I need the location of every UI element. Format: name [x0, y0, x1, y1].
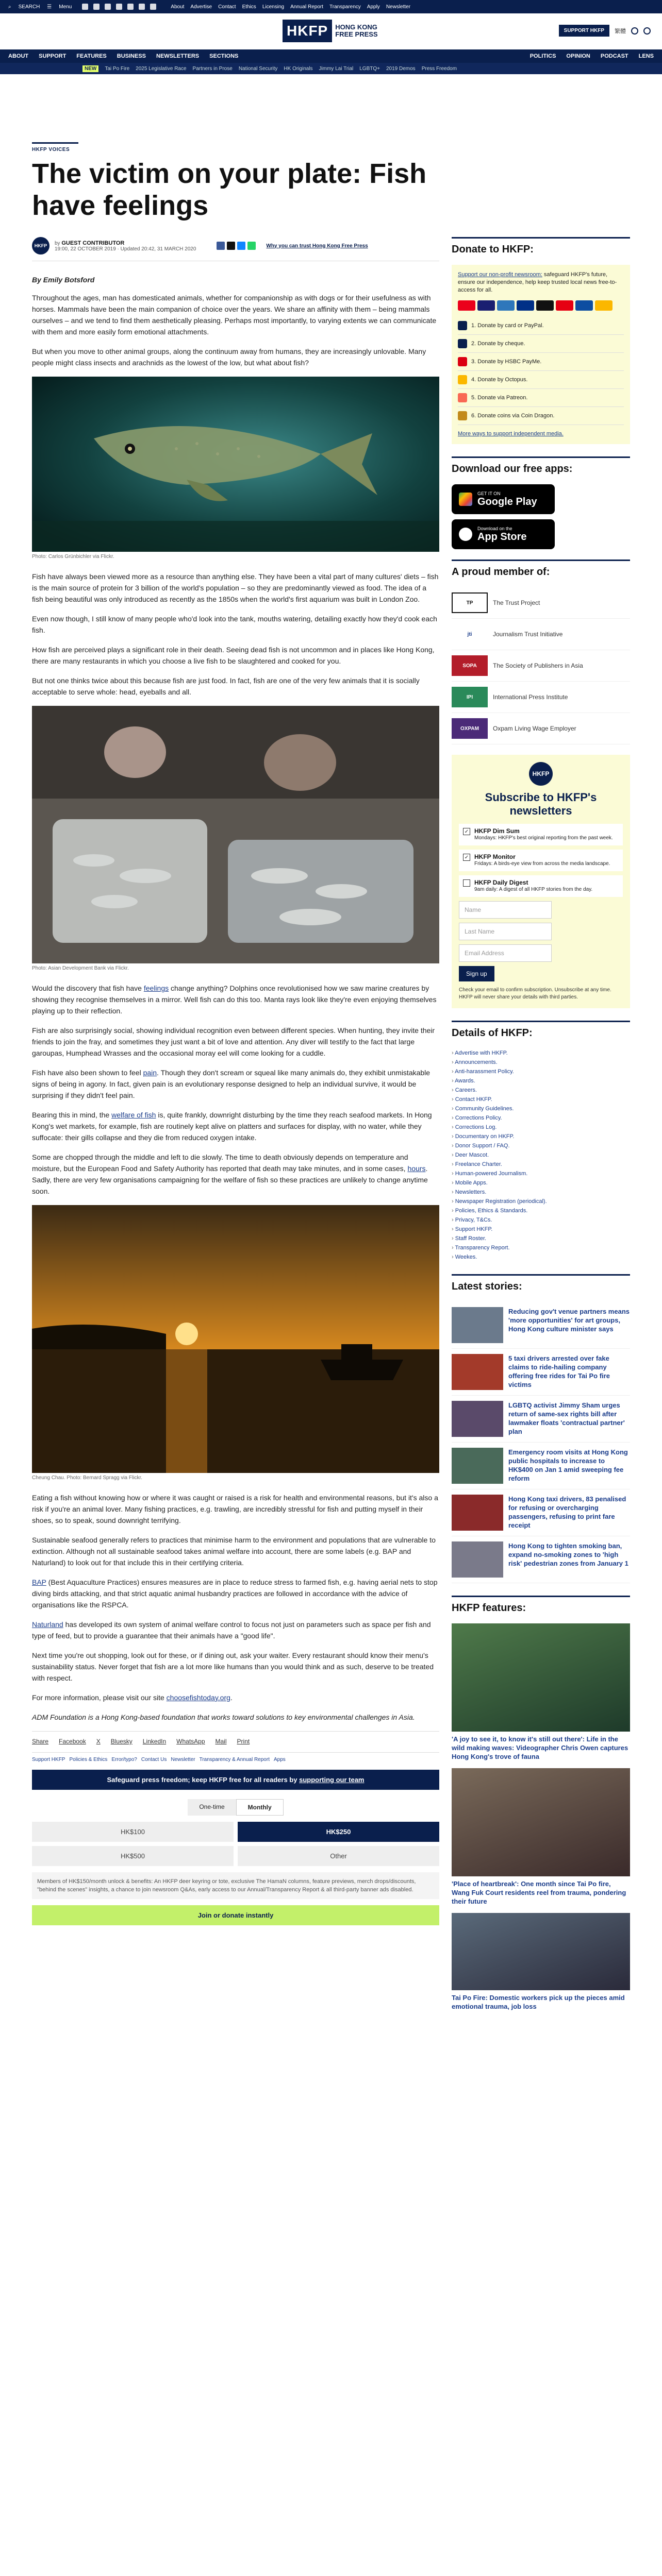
newsletter-desc: Mondays: HKFP's best original reporting from the past week. — [474, 835, 613, 841]
google-play-icon — [459, 493, 472, 506]
facebook-icon[interactable] — [217, 242, 225, 250]
story-headline[interactable]: LGBTQ activist Jimmy Sham urges return of same-sex rights bill after lawmaker floats 'contractual partner' plan — [508, 1401, 625, 1435]
feelings-link[interactable]: feelings — [143, 984, 169, 992]
paragraph: Eating a fish without knowing how or where it was caught or raised is a risk for health and environmental reasons, but it's also a risk if you're an animal lover. Many fishing practices, e.g. trawling, are incredibly stressful for fish and putting myself in their shoes, so to speak, sound downright terrifying. — [32, 1494, 438, 1524]
bap-link[interactable]: BAP — [32, 1578, 46, 1586]
menu-label[interactable]: Menu — [59, 4, 72, 10]
utility-links — [171, 4, 410, 10]
apple-small: Download on the — [477, 526, 512, 531]
amex-icon — [497, 300, 515, 311]
choosefish-link[interactable]: choosefishtoday.org — [166, 1693, 230, 1702]
patreon-icon — [458, 393, 467, 402]
about-link[interactable]: › Policies, Ethics & Standards. — [452, 1206, 630, 1215]
more-ways-link[interactable]: More ways to support independent media. — [458, 431, 564, 437]
trending-item[interactable]: 2019 Demos — [386, 65, 416, 72]
member-name: International Press Institute — [493, 693, 568, 701]
trending-item[interactable]: Partners in Prose — [192, 65, 233, 72]
feature-image — [452, 1623, 630, 1732]
donate-heading: Donate to HKFP: — [452, 237, 630, 261]
pay-option[interactable] — [458, 353, 624, 371]
brand-bar — [0, 13, 662, 49]
byline-by: by — [55, 240, 60, 246]
text: has developed its own system of animal welfare control to focus not just on parameters such as space per fish and type of feed, but to provide a guarantee that their animals have a "good life". — [32, 1620, 431, 1640]
nav-item[interactable]: ABOUT — [8, 53, 29, 59]
about-link[interactable]: › Mobile Apps. — [452, 1178, 630, 1188]
foot-link[interactable]: Transparency & Annual Report — [199, 1757, 270, 1762]
foot-link[interactable]: Newsletter — [171, 1757, 195, 1762]
search-label[interactable]: SEARCH — [18, 4, 40, 10]
trending-item[interactable]: National Security — [238, 65, 278, 72]
bluesky-icon[interactable] — [237, 242, 245, 250]
utility-link[interactable]: Apply — [367, 4, 380, 10]
paragraph: But when you move to other animal groups, along the continuum away from humans, they are increasingly unlovable. Many people might class insects and arachnids as the lowest of the low, but what about fish? — [32, 347, 426, 367]
market-image — [32, 706, 439, 963]
paragraph: Next time you're out shopping, look out for these, or if dining out, ask your waiter. Every restaurant should know their menu's sustainability status. Never forget that fish are a lot more like humans than you would think and as such, deserve to be treated with respect. — [32, 1651, 434, 1682]
story-thumbnail — [452, 1307, 503, 1343]
pay-option[interactable] — [458, 389, 624, 407]
member-name: Journalism Trust Initiative — [493, 631, 563, 638]
utility-link[interactable]: About — [171, 4, 185, 10]
latest-story[interactable] — [452, 1396, 630, 1443]
about-link[interactable]: › Advertise with HKFP. — [452, 1048, 630, 1058]
member-name: The Trust Project — [493, 599, 540, 606]
story-headline[interactable]: Hong Kong to tighten smoking ban, expand no-smoking zones to 'high risk' pedestrian zones from January 1 — [508, 1542, 628, 1567]
applepay-icon — [536, 300, 554, 311]
member-org[interactable] — [452, 682, 630, 713]
moon-icon[interactable] — [643, 27, 651, 35]
paragraph: Fish are also surprisingly social, showing individual recognition even between different species. When hunting, they invite their friends to join the fray, and sometimes they just want a bit of love and attention. Any diver will testify to the fact that large garoupas, Humphead Wrasses and the occasional moray eel will come looking for a cuddle. — [32, 1026, 435, 1057]
about-link[interactable]: › Awards. — [452, 1076, 630, 1086]
donation-amounts — [32, 1822, 439, 1866]
text: (Best Aquaculture Practices) ensures measures are in place to reduce stress to farmed fish, e.g. having aerial nets to stop diving birds attacking, and that strict aquatic animal husbandry practices are followed in accordance with the advice of organisations like the RSPCA. — [32, 1578, 438, 1609]
trust-project-logo: TP — [452, 592, 488, 613]
trending-nav — [0, 63, 662, 74]
google-play-button[interactable] — [452, 484, 555, 514]
logo-line2: FREE PRESS — [335, 30, 378, 38]
donate-box — [452, 265, 630, 444]
paragraph: Throughout the ages, man has domesticated animals, whether for companionship as with dogs or for their usefulness as with horses. Mammals have been the main companion of choice over the years. We share an affinity with them – being mammals ourselves – and we tend to find them aesthetically pleasing. Perhaps most importantly, to varying extents we can communicate with them and more easily form emotional attachments. — [32, 294, 437, 336]
amount-option[interactable]: HK$100 — [32, 1822, 234, 1842]
youtube-icon[interactable] — [116, 4, 122, 10]
share-row — [32, 1731, 439, 1745]
latest-story[interactable] — [452, 1536, 630, 1583]
share-print[interactable]: Print — [237, 1738, 250, 1745]
instagram-icon[interactable] — [105, 4, 111, 10]
about-link[interactable]: › Deer Mascot. — [452, 1150, 630, 1160]
trending-item[interactable]: HK Originals — [284, 65, 313, 72]
byline — [32, 237, 439, 261]
feature-story[interactable] — [452, 1768, 630, 1906]
feature-image — [452, 1768, 630, 1876]
about-link[interactable]: › Weekes. — [452, 1252, 630, 1262]
logo-line1: HONG KONG — [335, 23, 377, 31]
about-link[interactable]: › Careers. — [452, 1086, 630, 1095]
byline-author[interactable]: GUEST CONTRIBUTOR — [61, 240, 125, 246]
octopus-icon — [458, 375, 467, 384]
sopa-logo: SOPA — [452, 655, 488, 676]
about-link[interactable]: › Freelance Charter. — [452, 1160, 630, 1169]
fish-image — [32, 377, 439, 552]
text: change anything? Dolphins once revolutionised how we saw marine creatures by showing they recognise themselves in a mirror. Well fish can do this too. Manta rays look like they're even enjoying themselves playing up to their reflection. — [32, 984, 437, 1015]
story-thumbnail — [452, 1354, 503, 1390]
about-list — [452, 1048, 630, 1262]
pay-option[interactable] — [458, 335, 624, 353]
photo-caption: Photo: Asian Development Bank via Flickr. — [32, 965, 129, 971]
trending-item[interactable]: LGBTQ+ — [359, 65, 380, 72]
article-author: By Emily Botsford — [32, 276, 95, 284]
nav-item[interactable]: POLITICS — [529, 53, 556, 59]
name-input[interactable]: Name — [459, 901, 552, 919]
member-org[interactable] — [452, 619, 630, 650]
main-nav — [0, 49, 662, 63]
hours-link[interactable]: hours — [407, 1164, 426, 1173]
paragraph — [32, 1577, 439, 1611]
photo-caption: Photo: Carlos Grünbichler via Flickr. — [32, 554, 114, 560]
member-name: The Society of Publishers in Asia — [493, 662, 583, 669]
foot-link[interactable]: Error/typo? — [111, 1757, 137, 1762]
donate-banner-text: Safeguard press freedom; keep HKFP free for all readers by — [107, 1776, 300, 1784]
donate-link[interactable]: Support our non-profit newsroom: — [458, 272, 542, 278]
logo-mark: HKFP — [283, 20, 332, 42]
threads-icon[interactable] — [127, 4, 134, 10]
nav-item[interactable]: LENS — [638, 53, 654, 59]
members-benefits-note: Members of HK$150/month unlock & benefits: An HKFP deer keyring or tote, exclusive The HamaN columns, feature previews, merch drops/discounts, "behind the scenes" insights, a chance to join newsroom Q&As, early access to our Annual/Transparency Report & all third-party banner ads disabled. — [32, 1872, 439, 1899]
sunset-image — [32, 1205, 439, 1473]
share-whatsapp[interactable]: WhatsApp — [176, 1738, 205, 1745]
avatar: HKFP — [32, 237, 49, 255]
logo-text — [335, 24, 377, 38]
newsletter-option[interactable] — [459, 850, 623, 871]
paragraph — [32, 1692, 439, 1703]
top-utility-bar — [0, 0, 662, 13]
share-mail[interactable]: Mail — [215, 1738, 227, 1745]
pay-label: 6. Donate coins via Coin Dragon. — [471, 412, 555, 419]
naturland-link[interactable]: Naturland — [32, 1620, 63, 1629]
latest-heading: Latest stories: — [452, 1274, 630, 1298]
story-thumbnail — [452, 1495, 503, 1531]
donate-banner — [32, 1770, 439, 1790]
story-thumbnail — [452, 1448, 503, 1484]
brand-actions — [559, 25, 651, 37]
text: . Sadly, there are very few organisations campaigning for the welfare of fish so these practices are unlikely to change anytime soon. — [32, 1164, 428, 1195]
linkedin-icon[interactable] — [150, 4, 156, 10]
latest-story[interactable] — [452, 1302, 630, 1349]
fish-photo — [32, 377, 439, 552]
pay-label: 1. Donate by card or PayPal. — [471, 322, 544, 329]
about-heading: Details of HKFP: — [452, 1021, 630, 1044]
about-link[interactable]: › Donor Support / FAQ. — [452, 1141, 630, 1150]
paragraph — [32, 1151, 439, 1197]
nav-item[interactable]: SUPPORT — [39, 53, 67, 59]
member-org[interactable] — [452, 587, 630, 619]
newsletter-option[interactable] — [459, 824, 623, 845]
donate-text: safeguard HKFP's future, ensure our independence, help keep trusted local news free-to-access for all. — [458, 272, 617, 293]
support-hkfp-button[interactable]: SUPPORT HKFP — [559, 25, 609, 37]
newsletter-name: HKFP Monitor — [474, 853, 516, 860]
newsletter-checkbox[interactable]: ✓ — [463, 854, 470, 861]
trending-item[interactable]: Press Freedom — [421, 65, 457, 72]
frequency-monthly[interactable]: Monthly — [236, 1799, 284, 1816]
about-link[interactable]: › Newspaper Registration (periodical). — [452, 1197, 630, 1206]
utility-link[interactable]: Newsletter — [386, 4, 411, 10]
feature-headline[interactable]: 'Place of heartbreak': One month since Tai Po fire, Wang Fuk Court residents reel from trauma, pondering their future — [452, 1880, 626, 1905]
newsletter-desc: Fridays: A birds-eye view from across the media landscape. — [474, 861, 610, 867]
utility-link[interactable]: Ethics — [242, 4, 256, 10]
about-link[interactable]: › Community Guidelines. — [452, 1104, 630, 1113]
foot-link[interactable]: Policies & Ethics — [69, 1757, 108, 1762]
oxpam-logo: OXPAM — [452, 718, 488, 739]
nav-item[interactable]: SECTIONS — [209, 53, 239, 59]
join-donate-button[interactable]: Join or donate instantly — [32, 1905, 439, 1925]
ipi-logo: IPI — [452, 687, 488, 707]
amount-option[interactable]: HK$500 — [32, 1846, 234, 1866]
text: Fish have also been shown to feel — [32, 1069, 143, 1077]
about-link[interactable]: › Support HKFP. — [452, 1225, 630, 1234]
newsletter-signup — [452, 755, 630, 1008]
text: Would the discovery that fish have — [32, 984, 144, 992]
features-heading: HKFP features: — [452, 1596, 630, 1619]
mastercard-icon — [458, 300, 475, 311]
member-name: Oxpam Living Wage Employer — [493, 725, 576, 732]
apple-big: App Store — [477, 531, 527, 543]
text: Some are chopped through the middle and left to die slowly. The time to death obviously depends on temperature and moisture, but the European Food and Safety Authority has reported that death may take minutes, and in some cases, — [32, 1153, 408, 1173]
nav-item[interactable]: PODCAST — [600, 53, 628, 59]
trending-item[interactable]: 2025 Legislative Race — [136, 65, 187, 72]
social-icons — [82, 4, 156, 10]
paragraph: ADM Foundation is a Hong Kong-based foundation that works toward solutions to key environmental challenges in Asia. — [32, 1713, 415, 1721]
signup-note: Check your email to confirm subscription. Unsubscribe at any time. HKFP will never share your details with third parties. — [459, 987, 611, 1000]
hsbc-icon — [458, 357, 467, 366]
paragraph: But not one thinks twice about this because fish are just food. In fact, fish are one of the very few animals that it is socially acceptable to serve whole: head, eyeballs and all. — [32, 676, 420, 696]
sidebar — [452, 237, 630, 2018]
market-photo — [32, 706, 439, 963]
frequency-one-time[interactable]: One-time — [188, 1799, 236, 1816]
article-title: The victim on your plate: Fish have feelings — [32, 158, 427, 221]
nav-item[interactable]: BUSINESS — [117, 53, 146, 59]
feature-headline[interactable]: Tai Po Fire: Domestic workers pick up the pieces amid emotional trauma, job loss — [452, 1994, 625, 2010]
newsletter-checkbox[interactable]: ✓ — [463, 828, 470, 835]
new-badge: NEW — [82, 65, 98, 72]
search-icon[interactable]: ⌕ — [8, 4, 11, 10]
member-heading: A proud member of: — [452, 560, 630, 583]
share-linkedin[interactable]: LinkedIn — [142, 1738, 167, 1745]
latest-story[interactable] — [452, 1349, 630, 1396]
sunset-photo — [32, 1205, 439, 1473]
article-footer — [32, 1731, 439, 1925]
story-headline[interactable]: 5 taxi drivers arrested over fake claims to ride-hailing company offering free rides for Tai Po fire victims — [508, 1354, 610, 1388]
nav-item[interactable]: NEWSLETTERS — [156, 53, 200, 59]
paragraph — [32, 1067, 439, 1101]
text: is, quite frankly, downright disturbing by the time they reach seafood markets. In Hong Kong's wet markets, for example, fish are routinely kept alive on platters and surfaces for display, with no water, while they suffocate: their gills collapse and they die from reduced oxygen intake. — [32, 1111, 432, 1142]
nav-item[interactable]: FEATURES — [76, 53, 107, 59]
jcb-icon — [575, 300, 593, 311]
email-input[interactable]: Email Address — [459, 944, 552, 962]
about-link[interactable]: › Announcements. — [452, 1058, 630, 1067]
paragraph — [32, 982, 439, 1016]
visa-icon — [477, 300, 495, 311]
text: Bearing this in mind, the — [32, 1111, 112, 1119]
user-icon[interactable] — [631, 27, 638, 35]
card-icon — [458, 321, 467, 330]
cheque-icon — [458, 339, 467, 348]
article-foot-links — [32, 1752, 439, 1762]
story-thumbnail — [452, 1541, 503, 1578]
paragraph: How fish are perceived plays a significant role in their death. Seeing dead fish is not uncommon and in places like Hong Kong, there are many restaurants in which you choose a live fish to be slaughtered and cooked for you. — [32, 646, 435, 665]
amount-option-selected[interactable]: HK$250 — [238, 1822, 439, 1842]
trust-link[interactable]: Why you can trust Hong Kong Free Press — [266, 243, 368, 249]
feature-image — [452, 1913, 630, 1990]
about-link[interactable]: › Privacy, T&Cs. — [452, 1215, 630, 1225]
latest-story[interactable] — [452, 1443, 630, 1489]
about-link[interactable]: › Corrections Policy. — [452, 1113, 630, 1123]
newsletter-logo: HKFP — [529, 762, 553, 786]
utility-link[interactable]: Transparency — [329, 4, 361, 10]
pay-option[interactable] — [458, 407, 624, 425]
byline-share-icons — [217, 242, 256, 250]
text: . Though they don't scream or squeal like many animals do, they exhibit unmistakable signs of being in agony. In fact, given pain is an evolutionary response designed to help an individual survive, it would be surprising if they didn't feel pain. — [32, 1069, 431, 1099]
utility-link[interactable]: Advertise — [190, 4, 212, 10]
share-x[interactable]: X — [96, 1738, 101, 1745]
story-headline[interactable]: Emergency room visits at Hong Kong public hospitals to increase to HK$400 on Jan 1 amid sweeping fee reform — [508, 1448, 628, 1482]
google-small: GET IT ON — [477, 490, 501, 496]
whatsapp-icon[interactable] — [247, 242, 256, 250]
foot-link[interactable]: Apps — [273, 1757, 286, 1762]
newsletter-option[interactable] — [459, 875, 623, 897]
utility-link[interactable]: Contact — [218, 4, 236, 10]
apple-icon — [459, 528, 472, 541]
menu-icon[interactable]: ☰ — [47, 4, 52, 10]
newsletter-name: HKFP Daily Digest — [474, 879, 528, 886]
utility-link[interactable]: Annual Report — [290, 4, 324, 10]
apps-heading: Download our free apps: — [452, 456, 630, 480]
feature-story[interactable] — [452, 1623, 630, 1761]
text: . — [230, 1693, 233, 1702]
about-link[interactable]: › Human-powered Journalism. — [452, 1169, 630, 1178]
coin-icon — [458, 411, 467, 420]
about-link[interactable]: › Staff Roster. — [452, 1234, 630, 1243]
facebook-icon[interactable] — [82, 4, 88, 10]
share-label: Share — [32, 1738, 49, 1745]
latest-story[interactable] — [452, 1489, 630, 1536]
trending-item[interactable]: Tai Po Fire — [105, 65, 130, 72]
foot-link[interactable]: Support HKFP — [32, 1757, 65, 1762]
story-headline[interactable]: Hong Kong taxi drivers, 83 penalised for refusing or overcharging passengers, refusing to print fare receipt — [508, 1495, 626, 1529]
share-bluesky[interactable]: Bluesky — [110, 1738, 133, 1745]
pay-label: 2. Donate by cheque. — [471, 340, 525, 347]
byline-text — [55, 240, 196, 252]
google-big: Google Play — [477, 496, 537, 507]
photo-caption: Cheung Chau. Photo: Bernard Spragg via Flickr. — [32, 1475, 143, 1481]
sign-up-button[interactable]: Sign up — [459, 966, 494, 981]
x-icon[interactable] — [93, 4, 100, 10]
pay-label: 3. Donate by HSBC PayMe. — [471, 358, 542, 365]
member-org[interactable] — [452, 650, 630, 682]
x-icon[interactable] — [227, 242, 235, 250]
pay-label: 4. Donate by Octopus. — [471, 376, 528, 383]
language-switch[interactable]: 繁體 — [615, 28, 626, 35]
paragraph: Fish have always been viewed more as a resource than anything else. They have been a vital part of many cultures' diets – fish is the main source of protein for 3 billion of the world's population – so they are predominantly viewed as food. The idea of a fish being beautiful was only introduced as recently as the 1850s when the world's first aquarium was built in London Zoo. — [32, 572, 439, 603]
story-thumbnail — [452, 1401, 503, 1437]
jti-logo: jti — [467, 631, 472, 637]
donation-frequency — [32, 1799, 439, 1816]
newsletter-name: HKFP Dim Sum — [474, 827, 520, 835]
pay-label: 5. Donate via Patreon. — [471, 394, 528, 401]
payment-cards — [458, 300, 624, 311]
nav-item[interactable]: OPINION — [566, 53, 590, 59]
member-org[interactable] — [452, 713, 630, 744]
newsletter-checkbox[interactable] — [463, 879, 470, 887]
utility-link[interactable]: Licensing — [262, 4, 285, 10]
foot-link[interactable]: Contact Us — [141, 1757, 167, 1762]
about-link[interactable]: › Transparency Report. — [452, 1243, 630, 1252]
about-link[interactable]: › Anti-harassment Policy. — [452, 1067, 630, 1076]
app-store-button[interactable] — [452, 519, 555, 549]
feature-story[interactable] — [452, 1913, 630, 2011]
share-facebook[interactable]: Facebook — [59, 1738, 86, 1745]
story-headline[interactable]: Reducing gov't venue partners means 'more opportunities' for art groups, Hong Kong culture minister says — [508, 1308, 630, 1333]
paragraph: Sustainable seafood generally refers to practices that minimise harm to the environment and populations that are vulnerable to extinction. Although not all sustainable seafood takes animal welfare into account, there are some labels (e.g. BAP and Naturland) to look out for that include this in their certifying criteria. — [32, 1536, 436, 1567]
about-link[interactable]: › Contact HKFP. — [452, 1095, 630, 1104]
last-name-input[interactable]: Last Name — [459, 923, 552, 940]
newsletter-title: Subscribe to HKFP's newsletters — [485, 791, 597, 817]
pay-option[interactable] — [458, 371, 624, 389]
paragraph: Even now though, I still know of many people who'd look into the tank, mouths watering, detailing exactly how they'd cook each fish. — [32, 615, 437, 634]
bluesky-icon[interactable] — [139, 4, 145, 10]
pain-link[interactable]: pain — [143, 1069, 157, 1077]
donate-banner-link[interactable]: supporting our team — [299, 1776, 365, 1784]
octopus-icon — [595, 300, 613, 311]
amount-option-other[interactable]: Other — [238, 1846, 439, 1866]
site-logo[interactable] — [283, 15, 379, 46]
paragraph — [32, 1619, 439, 1641]
article — [32, 142, 439, 1925]
pay-option[interactable] — [458, 317, 624, 335]
paragraph — [32, 1109, 439, 1143]
welfare-link[interactable]: welfare of fish — [111, 1111, 156, 1119]
byline-date: 19:00, 22 OCTOBER 2019 · Updated 20:42, 31 MARCH 2020 — [55, 246, 196, 252]
paypal-icon — [517, 300, 534, 311]
about-link[interactable]: › Documentary on HKFP. — [452, 1132, 630, 1141]
about-link[interactable]: › Corrections Log. — [452, 1123, 630, 1132]
article-kicker[interactable]: HKFP VOICES — [32, 142, 78, 152]
trending-item[interactable]: Jimmy Lai Trial — [319, 65, 354, 72]
unionpay-icon — [556, 300, 573, 311]
feature-headline[interactable]: 'A joy to see it, to know it's still out there': Life in the wild making waves: Videographer Chris Owen captures Hong Kong's trove of fauna — [452, 1735, 628, 1760]
newsletter-desc: 9am daily: A digest of all HKFP stories from the day. — [474, 887, 593, 892]
about-link[interactable]: › Newsletters. — [452, 1188, 630, 1197]
text: For more information, please visit our site — [32, 1693, 167, 1702]
